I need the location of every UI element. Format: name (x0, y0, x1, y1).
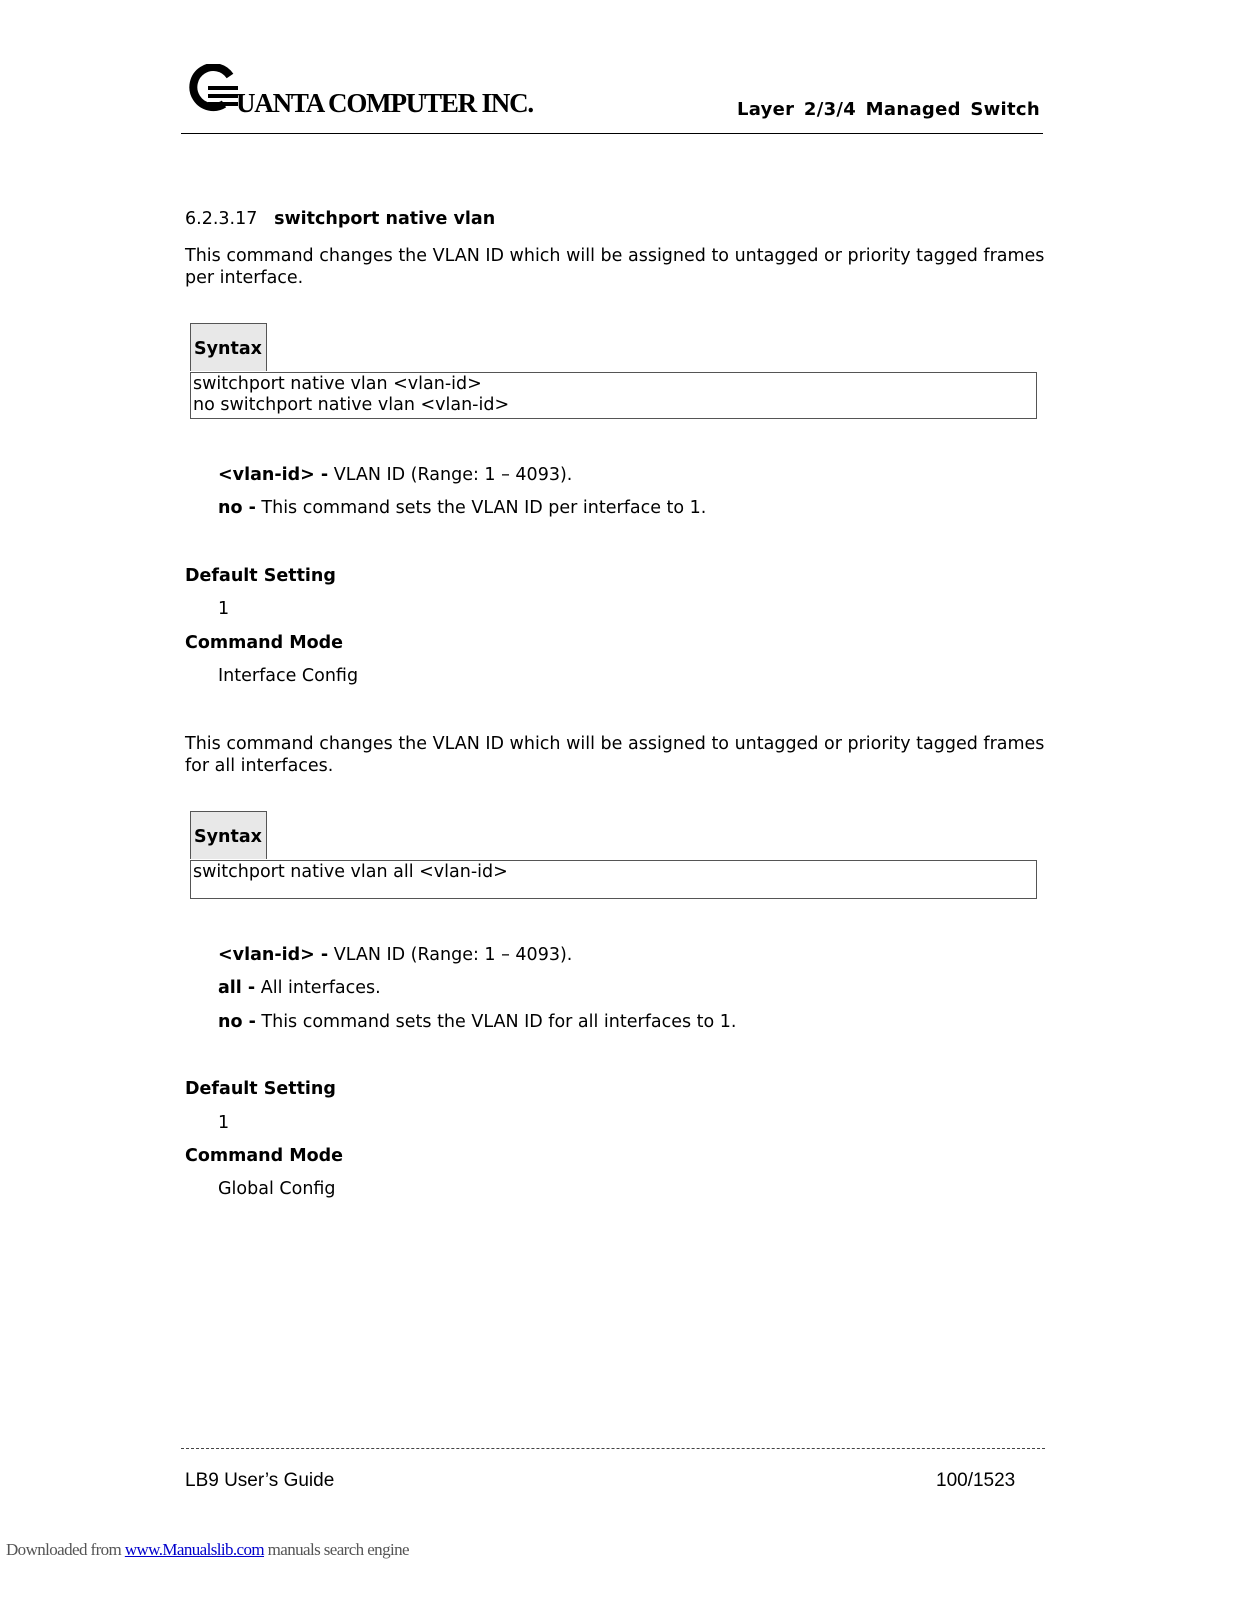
page-number: 100/1523 (936, 1470, 1016, 1491)
description-paragraph: This command changes the VLAN ID which will be assigned to untagged or priority tagged frames per interface. (185, 246, 1045, 288)
logo-text: UANTA COMPUTER INC. (236, 88, 533, 118)
section-title: switchport native vlan (274, 209, 496, 229)
footer-document-title: LB9 User’s Guide (185, 1470, 335, 1491)
footer-divider (181, 1448, 1045, 1449)
quanta-logo-icon (186, 64, 240, 114)
parameter-term: no - (218, 498, 256, 518)
company-logo (186, 64, 566, 124)
section-number: 6.2.3.17 (185, 209, 258, 229)
syntax-label: Syntax (190, 811, 267, 859)
default-setting-value: 1 (218, 599, 230, 619)
parameter-term: no - (218, 1012, 256, 1032)
syntax-line: switchport native vlan all <vlan-id> (193, 862, 508, 882)
default-setting-value: 1 (218, 1113, 230, 1133)
command-mode-heading: Command Mode (185, 1146, 344, 1166)
parameter-item (218, 977, 381, 999)
default-setting-heading: Default Setting (185, 1079, 336, 1099)
syntax-line: no switchport native vlan <vlan-id> (193, 395, 510, 415)
parameter-desc: VLAN ID (Range: 1 – 4093). (328, 945, 573, 965)
download-prefix: Downloaded from (6, 1540, 125, 1559)
parameter-item (218, 944, 572, 966)
parameter-item (218, 497, 706, 519)
syntax-line: switchport native vlan <vlan-id> (193, 374, 482, 394)
parameter-desc: VLAN ID (Range: 1 – 4093). (328, 465, 573, 485)
command-mode-heading: Command Mode (185, 633, 344, 653)
parameter-term: <vlan-id> - (218, 465, 329, 485)
download-suffix: manuals search engine (264, 1540, 409, 1559)
parameter-term: <vlan-id> - (218, 945, 329, 965)
default-setting-heading: Default Setting (185, 566, 336, 586)
parameter-desc: This command sets the VLAN ID for all interfaces to 1. (255, 1012, 737, 1032)
manualslib-link[interactable]: www.Manualslib.com (124, 1540, 265, 1559)
parameter-desc: All interfaces. (255, 978, 381, 998)
section-heading (185, 208, 495, 230)
parameter-item (218, 464, 572, 486)
download-notice (6, 1540, 409, 1560)
parameter-item (218, 1011, 737, 1033)
description-paragraph: This command changes the VLAN ID which will be assigned to untagged or priority tagged frames for all interfaces. (185, 734, 1045, 776)
command-mode-value: Interface Config (218, 666, 359, 686)
parameter-desc: This command sets the VLAN ID per interface to 1. (255, 498, 707, 518)
syntax-box (190, 372, 1037, 419)
parameter-term: all - (218, 978, 256, 998)
syntax-label: Syntax (190, 323, 267, 371)
header-divider (181, 133, 1043, 134)
syntax-box (190, 860, 1037, 899)
command-mode-value: Global Config (218, 1179, 336, 1199)
header-title: Layer 2/3/4 Managed Switch (736, 99, 1040, 120)
